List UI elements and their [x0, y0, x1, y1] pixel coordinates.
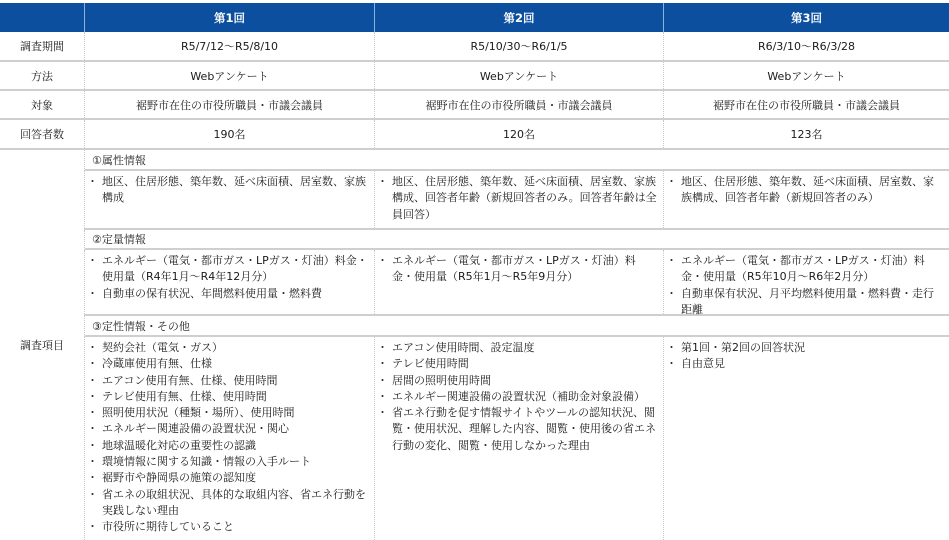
cell-round-2 — [374, 250, 663, 314]
cell-round-3: Webアンケート — [663, 62, 949, 89]
list-item: ・ 裾野市や静岡県の施策の認知度 — [91, 470, 368, 486]
cell-round-3: R6/3/10～R6/3/28 — [663, 32, 949, 60]
list-item: ・ 省エネの取組状況、具体的な取組内容、省エネ行動を実践しない理由 — [91, 487, 368, 520]
cell-round-1: R5/7/12～R5/8/10 — [84, 32, 374, 60]
header-corner-cell — [0, 3, 84, 32]
list-item: ・ エネルギー（電気・都市ガス・LPガス・灯油）料金・使用量（R4年1月～R4年12月分） — [91, 253, 368, 286]
cell-round-3: 123名 — [663, 120, 949, 148]
list-item: ・ 冷蔵庫使用有無、仕様 — [91, 356, 368, 372]
cell-round-1 — [84, 250, 374, 314]
section-title-quantitative: ②定量情報 — [84, 230, 949, 250]
table-row-method — [0, 62, 949, 91]
section-body-quantitative — [84, 250, 949, 316]
row-label: 調査期間 — [20, 40, 64, 53]
list-item: ・ 地区、住居形態、築年数、延べ床面積、居室数、家族構成、回答者年齢（新規回答者のみ。回答者年齢は全員回答） — [381, 174, 657, 223]
section-title-attributes: ①属性情報 — [84, 150, 949, 171]
cell-round-2 — [374, 337, 663, 540]
section-title-qualitative: ③定性情報・その他 — [84, 316, 949, 337]
header-round-1: 第1回 — [84, 3, 374, 32]
list-item: ・ 自動車保有状況、月平均燃料使用量・燃料費・走行距離 — [670, 286, 943, 319]
header-round-2: 第2回 — [374, 3, 663, 32]
cell-round-1 — [84, 171, 374, 228]
list-item: ・ エアコン使用有無、仕様、使用時間 — [91, 373, 368, 389]
list-item: ・ 契約会社（電気・ガス） — [91, 340, 368, 356]
cell-round-3 — [663, 337, 949, 540]
list-item: ・ エネルギー（電気・都市ガス・LPガス・灯油）料金・使用量（R5年10月～R6年2月分） — [670, 253, 943, 286]
list-item: ・ 地区、住居形態、築年数、延べ床面積、居室数、家族構成 — [91, 174, 368, 207]
list-item: ・ 環境情報に関する知識・情報の入手ルート — [91, 454, 368, 470]
cell-round-1: 190名 — [84, 120, 374, 148]
list-item: ・ 市役所に期待していること — [91, 519, 368, 535]
cell-round-2 — [374, 171, 663, 228]
row-label: 方法 — [31, 69, 53, 83]
section-body-qualitative — [84, 337, 949, 540]
list-item: ・ テレビ使用有無、仕様、使用時間 — [91, 389, 368, 405]
cell-round-2: 裾野市在住の市役所職員・市議会議員 — [374, 91, 663, 118]
list-item: ・ 省エネ行動を促す情報サイトやツールの認知状況、閲覧・使用状況、理解した内容、閲覧・使用後の省エネ行動の変化、閲覧・使用しなかった理由 — [381, 405, 657, 454]
list-item: ・ 自由意見 — [670, 356, 943, 372]
header-round-3: 第3回 — [663, 3, 949, 32]
list-item: ・ 照明使用状況（種類・場所）、使用時間 — [91, 405, 368, 421]
cell-round-1: 裾野市在住の市役所職員・市議会議員 — [84, 91, 374, 118]
list-item: ・ テレビ使用時間 — [381, 356, 657, 372]
cell-round-2: Webアンケート — [374, 62, 663, 89]
cell-round-3 — [663, 250, 949, 314]
survey-items-label: 調査項目 — [20, 339, 64, 352]
list-item: ・ 第1回・第2回の回答状況 — [670, 340, 943, 356]
list-item: ・ エアコン使用時間、設定温度 — [381, 340, 657, 356]
cell-round-2: R5/10/30～R6/1/5 — [374, 32, 663, 60]
table-row-respondents — [0, 120, 949, 150]
list-item: ・ エネルギー関連設備の設置状況（補助金対象設備） — [381, 389, 657, 405]
cell-round-3: 裾野市在住の市役所職員・市議会議員 — [663, 91, 949, 118]
table-row-period — [0, 32, 949, 62]
list-item: ・ エネルギー（電気・都市ガス・LPガス・灯油）料金・使用量（R5年1月～R5年9月分） — [381, 253, 657, 286]
row-label: 対象 — [31, 98, 53, 112]
row-label: 回答者数 — [20, 128, 64, 141]
list-item: ・ 居間の照明使用時間 — [381, 373, 657, 389]
table-row-target — [0, 91, 949, 120]
cell-round-1 — [84, 337, 374, 540]
cell-round-3 — [663, 171, 949, 228]
cell-round-1: Webアンケート — [84, 62, 374, 89]
list-item: ・ 自動車の保有状況、年間燃料使用量・燃料費 — [91, 286, 368, 302]
section-body-attributes — [84, 171, 949, 230]
list-item: ・ 地区、住居形態、築年数、延べ床面積、居室数、家族構成、回答者年齢（新規回答者のみ） — [670, 174, 943, 207]
cell-round-2: 120名 — [374, 120, 663, 148]
list-item: ・ 地球温暖化対応の重要性の認識 — [91, 438, 368, 454]
list-item: ・ エネルギー関連設備の設置状況・関心 — [91, 421, 368, 437]
